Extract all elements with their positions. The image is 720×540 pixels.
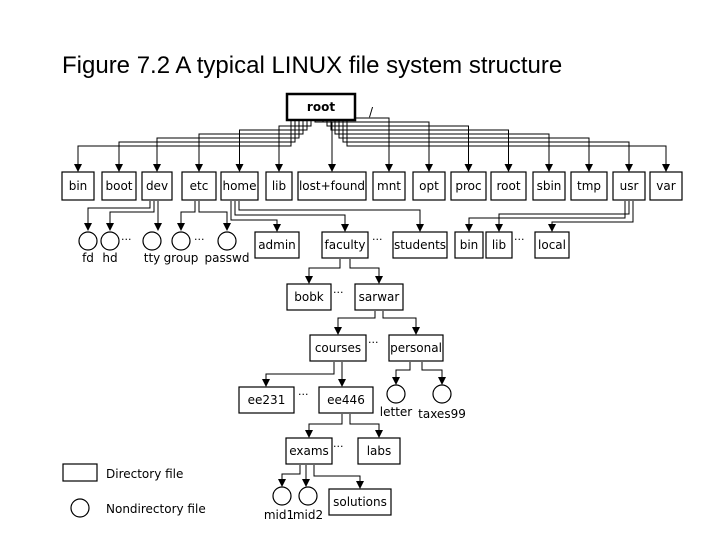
dir-faculty	[322, 232, 368, 258]
dir-ee446-label: ee446	[327, 393, 365, 407]
dir-dev-label: dev	[145, 179, 169, 193]
dir-ee231-label: ee231	[247, 393, 286, 407]
dir-tmp	[571, 172, 607, 200]
dir-admin	[255, 232, 299, 258]
dir-var	[650, 172, 682, 200]
root-directory	[287, 94, 355, 120]
dir-usr-local	[535, 232, 569, 258]
dir-sarwar	[355, 284, 403, 310]
legend-directory-label: Directory file	[106, 467, 184, 481]
file-mid2-label: mid2	[292, 508, 324, 522]
figure-title: Figure 7.2 A typical LINUX file system structure	[62, 52, 563, 79]
dir-ee446	[319, 387, 373, 413]
dir-usr-local-label: local	[538, 238, 566, 252]
file-passwd-label: passwd	[204, 251, 250, 265]
dir-lib-label: lib	[271, 179, 287, 193]
dir-opt-label: opt	[419, 179, 439, 193]
dir-admin-label: admin	[258, 238, 296, 252]
dir-root-2	[491, 172, 526, 200]
dir-personal	[389, 335, 443, 361]
sarwar-ellipsis: ···	[368, 336, 379, 349]
dir-bobk-label: bobk	[294, 290, 324, 304]
dir-usr	[613, 172, 645, 200]
dir-var-label: var	[656, 179, 676, 193]
dir-dev	[142, 172, 172, 200]
legend-directory	[63, 464, 183, 481]
dir-usr-bin	[455, 232, 483, 258]
dir-tmp-label: tmp	[576, 179, 602, 193]
legend	[63, 464, 206, 517]
dir-students	[393, 232, 447, 258]
legend-nondirectory-label: Nondirectory file	[106, 502, 206, 516]
dir-opt	[413, 172, 445, 200]
dir-usr-lib-label: lib	[491, 238, 507, 252]
dev-ellipsis: ···	[121, 233, 132, 246]
dir-usr-label: usr	[619, 179, 639, 193]
root-slash-mark: /	[369, 105, 374, 119]
dir-courses-label: courses	[314, 341, 362, 355]
file-tty	[143, 232, 161, 265]
faculty-ellipsis: ···	[333, 286, 344, 299]
dir-lost-found-label: lost+found	[298, 179, 366, 193]
dir-bin-label: bin	[68, 179, 88, 193]
dir-boot-label: boot	[105, 179, 133, 193]
dir-labs-label: labs	[366, 444, 392, 458]
dir-sarwar-label: sarwar	[358, 290, 400, 304]
dir-sbin	[533, 172, 565, 200]
dir-mnt-label: mnt	[377, 179, 401, 193]
legend-nondirectory	[71, 499, 206, 517]
file-fd-label: fd	[82, 251, 94, 265]
file-mid1-label: mid1	[263, 508, 295, 522]
dir-root-2-label: root	[496, 179, 521, 193]
file-letter	[380, 385, 413, 419]
dir-students-label: students	[393, 238, 447, 252]
dir-home	[221, 172, 258, 200]
dir-usr-bin-label: bin	[459, 238, 479, 252]
dir-bin	[62, 172, 94, 200]
dir-personal-label: personal	[390, 341, 442, 355]
dir-exams-label: exams	[289, 444, 329, 458]
file-mid1	[264, 487, 294, 522]
dir-bobk	[287, 284, 331, 310]
dir-boot	[102, 172, 136, 200]
file-hd	[101, 232, 119, 265]
dir-mnt	[373, 172, 405, 200]
dir-home-label: home	[222, 179, 257, 193]
file-group-label: group	[163, 251, 199, 265]
dir-usr-lib	[486, 232, 512, 258]
etc-ellipsis: ···	[194, 233, 205, 246]
file-taxes99-label: taxes99	[418, 407, 466, 421]
usr-ellipsis: ···	[514, 233, 525, 246]
root-directory-label: root	[306, 100, 336, 114]
dir-etc	[182, 172, 216, 200]
file-tty-label: tty	[143, 251, 161, 265]
dir-labs	[358, 438, 400, 464]
courses-ellipsis: ···	[298, 388, 309, 401]
file-fd	[79, 232, 97, 265]
file-hd-label: hd	[102, 251, 118, 265]
file-taxes99	[418, 385, 466, 421]
file-passwd	[205, 232, 250, 265]
file-letter-label: letter	[379, 405, 413, 419]
file-mid2	[293, 487, 323, 522]
dir-faculty-label: faculty	[324, 238, 366, 252]
dir-etc-label: etc	[189, 179, 209, 193]
home-ellipsis: ···	[372, 233, 383, 246]
dir-ee231	[239, 387, 294, 413]
dir-lib	[266, 172, 292, 200]
dir-solutions	[329, 489, 391, 515]
dir-lost-found	[298, 172, 366, 200]
dir-exams	[286, 438, 332, 464]
dir-sbin-label: sbin	[536, 179, 562, 193]
dir-solutions-label: solutions	[333, 495, 387, 509]
dir-courses	[310, 335, 366, 361]
dir-proc	[451, 172, 486, 200]
dir-proc-label: proc	[455, 179, 482, 193]
ee446-ellipsis: ···	[333, 440, 344, 453]
